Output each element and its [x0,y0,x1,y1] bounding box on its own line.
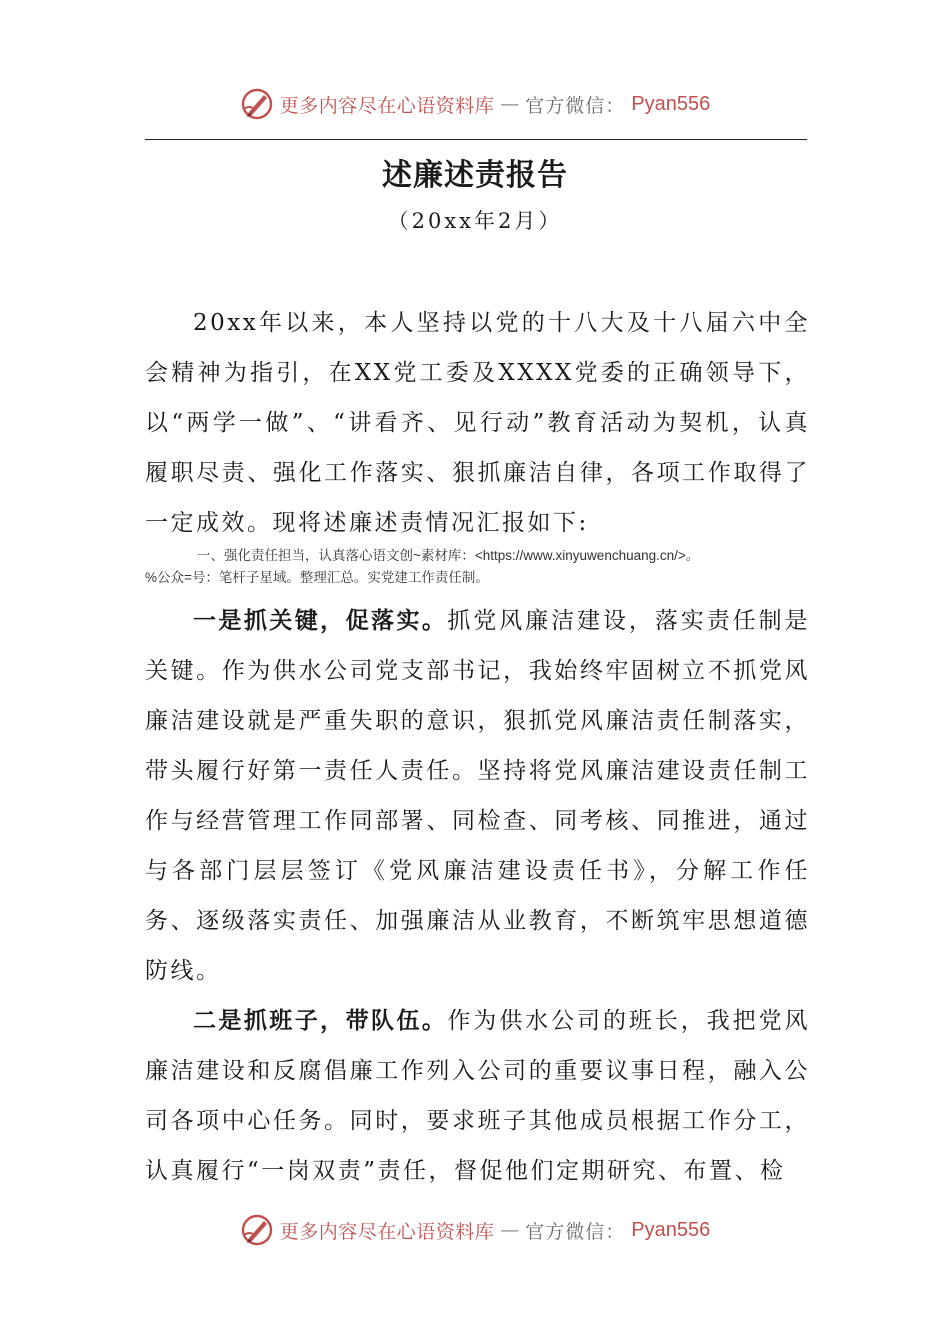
footer-wechat-id: Pyan556 [631,1218,711,1241]
source-note-line-2: %公众=号：笔杆子星域。整理汇总。实党建工作责任制。 [145,570,489,585]
header-divider [145,139,807,140]
pen-logo-icon [240,1213,274,1247]
source-note-line-1: 一、强化责任担当，认真落心语文创~素材库：<https://www.xinyuwenchuang.cn/>。 [197,548,700,563]
document-date: （20xx年2月） [387,209,563,233]
banner-wechat-id: Pyan556 [631,92,711,115]
section-one-lead: 一是抓关键，促落实。 [193,608,448,634]
document-title: 述廉述责报告 [382,158,568,193]
section-two-body: 作为供水公司的班长，我把党风廉洁建设和反腐倡廉工作列入公司的重要议事日程，融入公司各项中心任务。同时，要求班子其他成员根据工作分工，认真履行“一岗双责”责任，督促他们定期研究、布置、检 [145,1008,811,1184]
section-one-body: 抓党风廉洁建设，落实责任制是关键。作为供水公司党支部书记，我始终牢固树立不抓党风廉洁建设就是严重失职的意识，狠抓党风廉洁责任制落实，带头履行好第一责任人责任。坚持将党风廉洁建设责任制工作与经营管理工作同部署、同检查、同考核、同推进，通过与各部门层层签订《党风廉洁建设责任书》，分解工作任务、逐级落实责任、加强廉洁从业教育，不断筑牢思想道德防线。 [145,608,811,984]
footer-banner-separator: — [500,1219,520,1241]
footer-official-label: 官方微信： [525,1220,626,1243]
footer-banner [0,1210,950,1250]
intro-paragraph: 20xx年以来，本人坚持以党的十八大及十八届六中全会精神为指引，在XX党工委及XXXX党委的正确领导下，以“两学一做”、“讲看齐、见行动”教育活动为契机，认真履职尽责、强化工作落实、狠抓廉洁自律，各项工作取得了一定成效。现将述廉述责情况汇报如下: [145,310,810,536]
section-one-paragraph [145,596,810,996]
pen-logo-icon [240,87,274,121]
section-two-lead: 二是抓班子，带队伍。 [193,1008,448,1034]
source-note [145,545,810,589]
banner-separator: — [500,93,520,115]
banner-title: 更多内容尽在心语资料库 [279,94,495,117]
section-two-paragraph [145,996,810,1196]
header-banner [0,84,950,124]
banner-official-label: 官方微信： [525,94,626,117]
footer-banner-title: 更多内容尽在心语资料库 [279,1220,495,1243]
